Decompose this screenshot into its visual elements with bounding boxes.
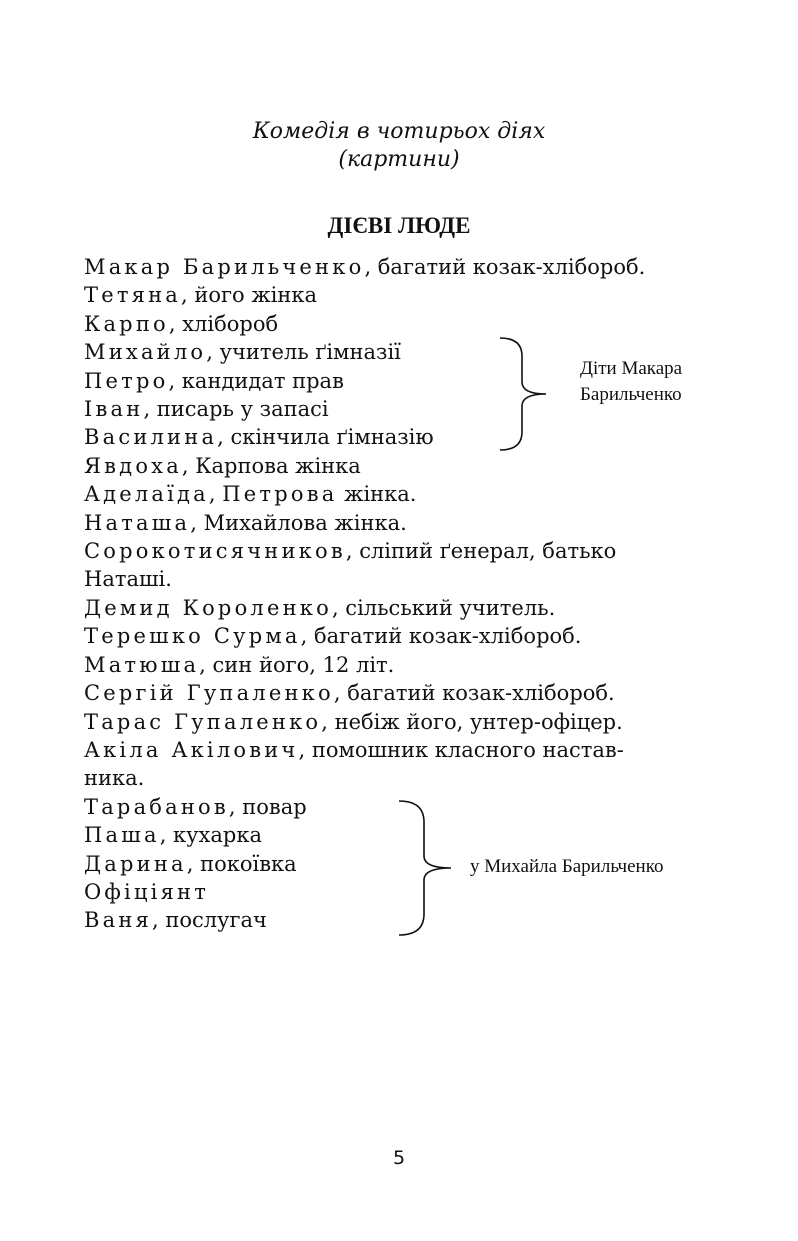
brace-label-line: Діти Макара xyxy=(580,358,683,379)
cast-entry xyxy=(84,906,684,934)
character-description: , сільський учитель. xyxy=(331,595,556,620)
character-description: , багатий козак-хлібороб. xyxy=(364,255,646,279)
character-name: Сергій Гупаленко xyxy=(84,681,334,706)
character-name: Явдоха xyxy=(84,453,182,478)
cast-entry xyxy=(84,452,684,480)
character-description: , кухарка xyxy=(159,823,262,848)
character-name: Ваня xyxy=(84,908,152,933)
character-name: Терешко Сурма xyxy=(84,624,301,649)
character-description: , хлібороб xyxy=(168,311,279,336)
cast-entry xyxy=(84,594,684,622)
character-name: Матюша xyxy=(84,652,200,677)
character-name: Аделаїда xyxy=(84,482,209,507)
character-description: , учитель ґімназії xyxy=(206,340,401,365)
character-description: , xyxy=(208,482,223,507)
character-name: Тарас Гупаленко xyxy=(84,709,322,734)
cast-entry xyxy=(84,423,684,451)
character-name: Наташа xyxy=(84,510,191,535)
cast-entry xyxy=(84,537,674,594)
character-description: , сліпий ґенерал, батько Наташі. xyxy=(84,539,617,592)
cast-entry xyxy=(84,878,684,906)
brace-children xyxy=(498,336,554,452)
character-name: Макар Барильченко xyxy=(84,255,365,279)
cast-entry xyxy=(84,509,684,537)
character-description: , помошник класного настав-ника. xyxy=(84,737,624,791)
cast-entry xyxy=(84,281,684,309)
cast-entry xyxy=(84,821,684,849)
brace-label-mykhailo: у Михайла Барильченко xyxy=(470,856,664,877)
character-description-secondary: жінка. xyxy=(337,482,417,507)
character-description: , син його, 12 літ. xyxy=(199,652,395,677)
character-name: Паша xyxy=(84,823,160,848)
cast-entry xyxy=(84,736,674,793)
character-name: Михайло xyxy=(84,340,207,365)
cast-entry xyxy=(84,480,684,508)
character-name: Тарабанов xyxy=(84,794,229,819)
character-name: Василина xyxy=(84,425,218,450)
subtitle-parts: (картини) xyxy=(338,147,460,172)
cast-entry xyxy=(84,679,684,707)
character-name: Петро xyxy=(84,368,169,393)
character-description: , багатий козак-хлібороб. xyxy=(333,681,615,706)
cast-entry xyxy=(84,253,684,281)
character-description: , скінчила ґімназію xyxy=(217,425,434,450)
cast-entry xyxy=(84,793,684,821)
cast-entry xyxy=(84,708,684,736)
character-name: Офіціянт xyxy=(84,879,210,904)
character-name: Демид Короленко xyxy=(84,595,332,620)
character-description: , повар xyxy=(228,794,307,819)
character-name: Карпо xyxy=(84,311,169,336)
brace-mykhailo-servants xyxy=(397,798,457,938)
character-name: Сорокотисячников xyxy=(84,539,346,564)
brace-label-line: Барильченко xyxy=(580,384,682,405)
brace-label-children xyxy=(580,356,760,408)
character-description: , його жінка xyxy=(181,283,318,308)
character-description: , Михайлова жінка. xyxy=(190,510,407,535)
character-name-secondary: Петрова xyxy=(222,482,338,507)
cast-entry xyxy=(84,651,684,679)
character-description: , писарь у запасі xyxy=(143,397,329,422)
character-name: Акіла Акілович xyxy=(84,737,299,762)
cast-entry xyxy=(84,310,684,338)
character-name: Іван xyxy=(84,397,144,422)
character-name: Тетяна xyxy=(84,283,182,308)
subtitle-genre: Комедія в чотирьох діях xyxy=(252,119,546,144)
character-name: Дарина xyxy=(84,851,187,876)
character-description: , послугач xyxy=(152,908,267,933)
character-description: , Карпова жінка xyxy=(181,453,361,478)
page-number: 5 xyxy=(392,1147,406,1169)
character-description: , покоївка xyxy=(186,851,297,876)
character-description: , кандидат прав xyxy=(168,368,344,393)
cast-heading: ДІЄВІ ЛЮДЕ xyxy=(327,213,471,238)
character-description: , багатий козак-хлібороб. xyxy=(300,624,582,649)
character-description: , небіж його, унтер-офіцер. xyxy=(321,709,623,734)
cast-entry xyxy=(84,622,684,650)
